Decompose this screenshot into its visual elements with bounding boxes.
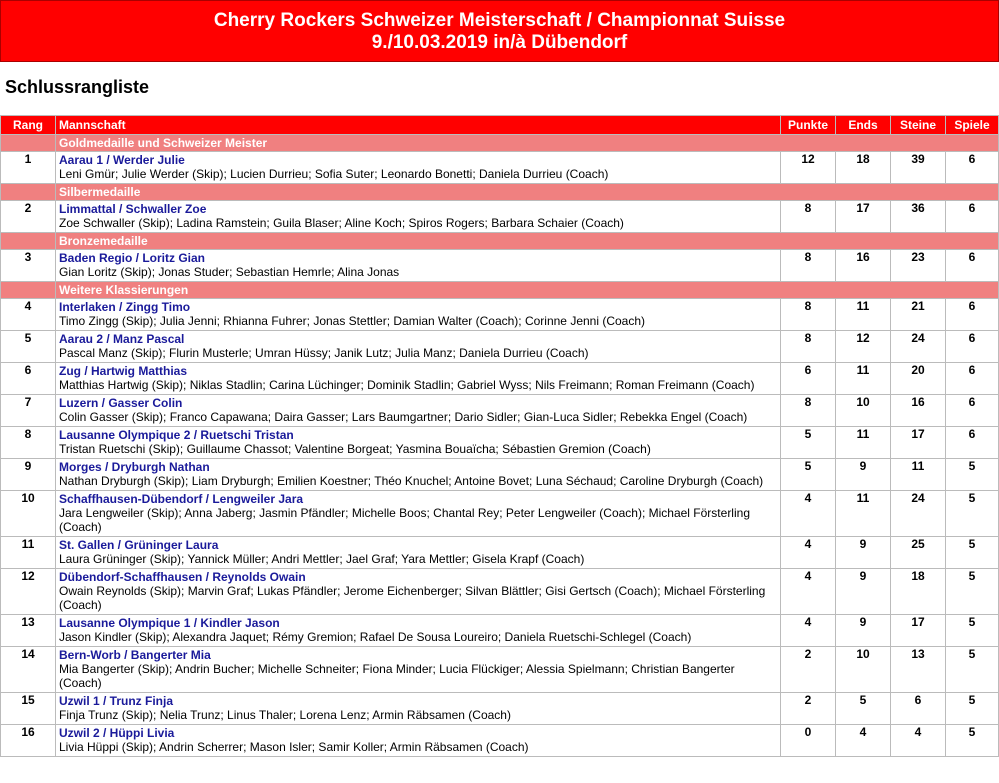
team-steine: 23: [891, 250, 946, 282]
team-spiele: 6: [946, 299, 999, 331]
team-row: [1, 647, 999, 693]
team-players: Laura Grüninger (Skip); Yannick Müller; Andri Mettler; Jael Graf; Yara Mettler; Gisela Krapf (Coach): [59, 552, 585, 566]
team-steine: 16: [891, 395, 946, 427]
team-rang: 11: [1, 537, 56, 569]
team-steine: 24: [891, 491, 946, 537]
team-ends: 16: [836, 250, 891, 282]
team-row: [1, 299, 999, 331]
team-players: Finja Trunz (Skip); Nelia Trunz; Linus Thaler; Lorena Lenz; Armin Räbsamen (Coach): [59, 708, 511, 722]
team-spiele: 6: [946, 427, 999, 459]
team-spiele: 5: [946, 693, 999, 725]
team-cell: [56, 395, 781, 427]
team-players: Zoe Schwaller (Skip); Ladina Ramstein; Guila Blaser; Aline Koch; Spiros Rogers; Barbara Schaier (Coach): [59, 216, 624, 230]
team-rang: 9: [1, 459, 56, 491]
team-ends: 9: [836, 569, 891, 615]
team-rang: 6: [1, 363, 56, 395]
team-rang: 3: [1, 250, 56, 282]
team-spiele: 6: [946, 395, 999, 427]
team-players: Timo Zingg (Skip); Julia Jenni; Rhianna Fuhrer; Jonas Stettler; Damian Walter (Coach); Corinne Jenni (Coach): [59, 314, 646, 328]
team-punkte: 8: [781, 299, 836, 331]
section-title: Weitere Klassierungen: [56, 282, 999, 299]
team-row: [1, 537, 999, 569]
team-ends: 17: [836, 201, 891, 233]
team-ends: 9: [836, 537, 891, 569]
team-cell: [56, 201, 781, 233]
team-cell: [56, 647, 781, 693]
team-name: Zug / Hartwig Matthias: [59, 364, 188, 378]
team-steine: 24: [891, 331, 946, 363]
team-steine: 25: [891, 537, 946, 569]
team-ends: 9: [836, 459, 891, 491]
team-players: Nathan Dryburgh (Skip); Liam Dryburgh; Emilien Koestner; Théo Knuchel; Antoine Bovet; Luna Séchaud; Caroline Dryburgh (Coach): [59, 474, 764, 488]
team-cell: [56, 459, 781, 491]
team-rang: 14: [1, 647, 56, 693]
ranking-table-body: [1, 135, 999, 757]
column-header-spiele: Spiele: [946, 116, 999, 135]
team-ends: 4: [836, 725, 891, 757]
team-ends: 11: [836, 363, 891, 395]
section-title: Silbermedaille: [56, 184, 999, 201]
team-row: [1, 569, 999, 615]
team-name: Baden Regio / Loritz Gian: [59, 251, 206, 265]
team-ends: 9: [836, 615, 891, 647]
team-name: Interlaken / Zingg Timo: [59, 300, 191, 314]
team-punkte: 8: [781, 250, 836, 282]
team-row: [1, 491, 999, 537]
team-rang: 8: [1, 427, 56, 459]
team-name: Lausanne Olympique 1 / Kindler Jason: [59, 616, 280, 630]
section-row-silber: [1, 184, 999, 201]
team-cell: [56, 250, 781, 282]
team-ends: 11: [836, 299, 891, 331]
team-rang: 1: [1, 152, 56, 184]
event-title: Cherry Rockers Schweizer Meisterschaft / Championnat Suisse: [213, 10, 786, 31]
team-row: [1, 363, 999, 395]
team-spiele: 6: [946, 201, 999, 233]
team-name: Lausanne Olympique 2 / Ruetschi Tristan: [59, 428, 294, 442]
team-name: Aarau 2 / Manz Pascal: [59, 332, 185, 346]
team-punkte: 2: [781, 647, 836, 693]
team-players: Gian Loritz (Skip); Jonas Studer; Sebastian Hemrle; Alina Jonas: [59, 265, 400, 279]
team-spiele: 5: [946, 537, 999, 569]
section-row-bronze: [1, 233, 999, 250]
section-spacer: [1, 282, 56, 299]
team-steine: 4: [891, 725, 946, 757]
table-header-row: [1, 116, 999, 135]
team-ends: 10: [836, 395, 891, 427]
section-row-gold: [1, 135, 999, 152]
team-punkte: 4: [781, 491, 836, 537]
team-cell: [56, 331, 781, 363]
column-header-ends: Ends: [836, 116, 891, 135]
team-spiele: 5: [946, 725, 999, 757]
team-name: St. Gallen / Grüninger Laura: [59, 538, 219, 552]
team-row: [1, 395, 999, 427]
team-row: [1, 725, 999, 757]
team-players: Tristan Ruetschi (Skip); Guillaume Chassot; Valentine Borgeat; Yasmina Bouaïcha; Sébastien Gremion (Coach): [59, 442, 651, 456]
team-row: [1, 459, 999, 491]
team-cell: [56, 537, 781, 569]
column-header-rang: Rang: [1, 116, 56, 135]
ranking-table: [0, 115, 999, 757]
team-name: Aarau 1 / Werder Julie: [59, 153, 185, 167]
team-punkte: 2: [781, 693, 836, 725]
team-name: Morges / Dryburgh Nathan: [59, 460, 210, 474]
section-spacer: [1, 184, 56, 201]
team-name: Dübendorf-Schaffhausen / Reynolds Owain: [59, 570, 306, 584]
team-ends: 12: [836, 331, 891, 363]
team-cell: [56, 615, 781, 647]
team-rang: 12: [1, 569, 56, 615]
team-row: [1, 152, 999, 184]
team-spiele: 6: [946, 152, 999, 184]
team-cell: [56, 152, 781, 184]
team-rang: 7: [1, 395, 56, 427]
team-row: [1, 201, 999, 233]
team-name: Bern-Worb / Bangerter Mia: [59, 648, 211, 662]
team-rang: 15: [1, 693, 56, 725]
column-header-mannschaft: Mannschaft: [56, 116, 781, 135]
team-spiele: 5: [946, 459, 999, 491]
team-name: Luzern / Gasser Colin: [59, 396, 183, 410]
team-steine: 6: [891, 693, 946, 725]
team-punkte: 5: [781, 427, 836, 459]
team-steine: 39: [891, 152, 946, 184]
team-punkte: 0: [781, 725, 836, 757]
team-punkte: 8: [781, 201, 836, 233]
team-players: Livia Hüppi (Skip); Andrin Scherrer; Mason Isler; Samir Koller; Armin Räbsamen (Coach): [59, 740, 529, 754]
team-steine: 11: [891, 459, 946, 491]
team-spiele: 5: [946, 615, 999, 647]
team-name: Uzwil 2 / Hüppi Livia: [59, 726, 175, 740]
section-title: Bronzemedaille: [56, 233, 999, 250]
team-row: [1, 615, 999, 647]
team-punkte: 6: [781, 363, 836, 395]
team-players: Jason Kindler (Skip); Alexandra Jaquet; Rémy Gremion; Rafael De Sousa Loureiro; Daniela Ruetschi-Schlegel (Coach): [59, 630, 692, 644]
team-steine: 18: [891, 569, 946, 615]
team-ends: 11: [836, 427, 891, 459]
page-subtitle: Schlussrangliste: [5, 77, 150, 97]
team-punkte: 12: [781, 152, 836, 184]
column-header-steine: Steine: [891, 116, 946, 135]
team-cell: [56, 693, 781, 725]
team-rang: 13: [1, 615, 56, 647]
team-row: [1, 331, 999, 363]
team-punkte: 8: [781, 395, 836, 427]
column-header-punkte: Punkte: [781, 116, 836, 135]
team-ends: 11: [836, 491, 891, 537]
team-punkte: 4: [781, 569, 836, 615]
team-row: [1, 693, 999, 725]
team-rang: 4: [1, 299, 56, 331]
team-spiele: 5: [946, 569, 999, 615]
team-rang: 16: [1, 725, 56, 757]
team-punkte: 5: [781, 459, 836, 491]
section-row-weitere: [1, 282, 999, 299]
team-steine: 21: [891, 299, 946, 331]
team-spiele: 5: [946, 491, 999, 537]
team-spiele: 5: [946, 647, 999, 693]
team-row: [1, 250, 999, 282]
team-cell: [56, 491, 781, 537]
team-rang: 2: [1, 201, 56, 233]
team-punkte: 4: [781, 615, 836, 647]
team-players: Mia Bangerter (Skip); Andrin Bucher; Michelle Schneiter; Fiona Minder; Lucia Flückiger; Alessia Spielmann; Christian Bangerter (Coach): [59, 662, 735, 690]
team-row: [1, 427, 999, 459]
team-ends: 18: [836, 152, 891, 184]
team-players: Jara Lengweiler (Skip); Anna Jaberg; Jasmin Pfändler; Michelle Boos; Chantal Rey; Peter Lengweiler (Coach); Michael Försterling (Coach): [59, 506, 750, 534]
team-spiele: 6: [946, 331, 999, 363]
section-title: Goldmedaille und Schweizer Meister: [56, 135, 999, 152]
team-cell: [56, 363, 781, 395]
team-players: Colin Gasser (Skip); Franco Capawana; Daira Gasser; Lars Baumgartner; Dario Sidler; Gian-Luca Sidler; Rebekka Engel (Coach): [59, 410, 748, 424]
team-steine: 20: [891, 363, 946, 395]
team-steine: 17: [891, 615, 946, 647]
team-players: Pascal Manz (Skip); Flurin Musterle; Umran Hüssy; Janik Lutz; Julia Manz; Daniela Durrieu (Coach): [59, 346, 589, 360]
event-date-location: 9./10.03.2019 in/à Dübendorf: [371, 32, 628, 53]
team-players: Owain Reynolds (Skip); Marvin Graf; Lukas Pfändler; Jerome Eichenberger; Silvan Blättler; Gisi Gertsch (Coach); Michael Försterling (Coach): [59, 584, 766, 612]
team-ends: 5: [836, 693, 891, 725]
team-players: Leni Gmür; Julie Werder (Skip); Lucien Durrieu; Sofia Suter; Leonardo Bonetti; Daniela Durrieu (Coach): [59, 167, 609, 181]
team-name: Uzwil 1 / Trunz Finja: [59, 694, 174, 708]
team-rang: 10: [1, 491, 56, 537]
team-rang: 5: [1, 331, 56, 363]
team-steine: 13: [891, 647, 946, 693]
section-spacer: [1, 135, 56, 152]
team-spiele: 6: [946, 363, 999, 395]
team-steine: 17: [891, 427, 946, 459]
team-cell: [56, 427, 781, 459]
team-name: Limmattal / Schwaller Zoe: [59, 202, 207, 216]
team-players: Matthias Hartwig (Skip); Niklas Stadlin; Carina Lüchinger; Dominik Stadlin; Gabriel Wyss; Nils Freimann; Roman Freimann (Coach): [59, 378, 755, 392]
team-ends: 10: [836, 647, 891, 693]
section-spacer: [1, 233, 56, 250]
team-cell: [56, 569, 781, 615]
team-punkte: 4: [781, 537, 836, 569]
team-name: Schaffhausen-Dübendorf / Lengweiler Jara: [59, 492, 304, 506]
team-spiele: 6: [946, 250, 999, 282]
team-punkte: 8: [781, 331, 836, 363]
event-title-banner: [0, 0, 999, 62]
team-cell: [56, 725, 781, 757]
team-steine: 36: [891, 201, 946, 233]
team-cell: [56, 299, 781, 331]
